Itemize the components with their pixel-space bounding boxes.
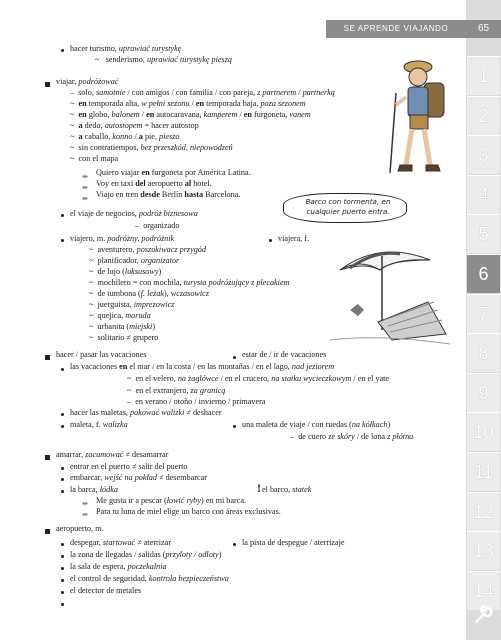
chapter-tab-8[interactable]: 8 — [467, 333, 500, 372]
chapter-tab-9[interactable]: 9 — [467, 373, 500, 412]
beach-illustration — [320, 240, 455, 350]
vocab-line: hacer las maletas, pakować walizki ≠ deshacer — [70, 408, 222, 417]
vocab-line: ~ con el mapa — [70, 154, 119, 163]
chapter-tab-14[interactable]: 14 — [467, 571, 500, 610]
proverb-text: Barco con tormenta, en cualquier puerto entra. — [305, 197, 391, 216]
bullet — [61, 425, 64, 428]
vocab-line: ~ urbanita (miejski) — [89, 322, 156, 331]
chapter-tab-10[interactable]: 10 — [467, 412, 500, 451]
vocab-line: estar de / ir de vacaciones — [242, 350, 327, 359]
bullet — [61, 49, 64, 52]
vocab-line: hacer turismo, uprawiać turystykę — [70, 44, 182, 53]
chapter-tab-12[interactable]: 12 — [467, 492, 500, 531]
bullet — [61, 567, 64, 570]
vocab-line: Para tu luna de miel elige un barco con áreas exclusivas. — [96, 507, 281, 516]
bullet — [61, 603, 64, 606]
vocab-line: hacer / pasar las vacaciones — [56, 350, 147, 359]
vocab-line: una maleta de viaje / con ruedas (na kółkach) — [242, 420, 391, 429]
vocab-line: el viaje de negocios, podróż biznesowa — [70, 209, 198, 218]
vocab-line: viajera, f. — [278, 234, 310, 243]
bullet — [61, 478, 64, 481]
vocab-line: viajero, m. podróżny, podróżnik — [70, 234, 175, 243]
vocab-line: ~ quejica, maruda — [89, 311, 151, 320]
wrench-icon — [472, 604, 494, 626]
section-marker — [45, 82, 50, 87]
vocab-line: – de cuero ze skóry / de lona z płótna — [290, 432, 414, 441]
bullet — [61, 490, 64, 493]
arrow-icon: ➨ — [82, 172, 89, 181]
vocab-line: ~ de lujo (luksusowy) — [89, 267, 162, 276]
hiker-illustration — [380, 53, 450, 188]
bullet — [61, 543, 64, 546]
vocab-line: ~ a caballo, konno / a pie, pieszo — [70, 132, 180, 141]
vocab-line: Voy en taxi del aeropuerto al hotel. — [96, 179, 212, 188]
chapter-tab-13[interactable]: 13 — [467, 531, 500, 570]
arrow-icon: ➨ — [82, 194, 89, 203]
vocab-line: ~ juerguista, imprezowicz — [89, 300, 175, 309]
vocab-line: el control de seguridad, kontrola bezpieczeństwa — [70, 574, 229, 583]
vocab-line: maleta, f. walizka — [70, 420, 128, 429]
vocab-line: – organizado — [135, 221, 180, 230]
vocab-line: las vacaciones en el mar / en la costa / en las montañas / en el lago, nad jeziorem — [70, 362, 335, 371]
vocab-line: despegar, startować ≠ aterrizar — [70, 538, 172, 547]
section-marker — [45, 529, 50, 534]
bullet — [269, 239, 272, 242]
bullet — [61, 555, 64, 558]
bullet — [61, 591, 64, 594]
chapter-tab-5[interactable]: 5 — [467, 214, 500, 253]
vocab-line: ~ de tumbona (f. leżak), wczasowicz — [89, 289, 209, 298]
section-marker — [45, 455, 50, 460]
vocab-line: la zona de llegadas / salidas (przyloty / odloty) — [70, 550, 222, 559]
vocab-line: el detector de metales — [70, 586, 142, 595]
arrow-icon: ➨ — [82, 499, 89, 508]
chapter-tab-2[interactable]: 2 — [467, 96, 500, 135]
vocab-line: ~ en el velero, na żaglówce / en el crucero, na statku wycieczkowym / en el yate — [127, 374, 390, 383]
vocab-line: Viajo en tren desde Berlín hasta Barcelona. — [96, 190, 241, 199]
bullet — [61, 368, 64, 371]
bullet — [233, 356, 236, 359]
vocab-line: la sala de espera, poczekalnia — [70, 562, 167, 571]
vocab-line: la pista de despegue / aterrizaje — [242, 538, 345, 547]
vocab-line: ~ sin contratiempos, bez przeszkód, niepowodzeń — [70, 143, 233, 152]
chapter-tab-1[interactable]: 1 — [467, 56, 500, 95]
bullet — [61, 214, 64, 217]
chapter-tab-4[interactable]: 4 — [467, 175, 500, 214]
vocab-line: ~ senderismo, uprawiać turystykę pieszą — [95, 55, 233, 64]
chapter-tab-6[interactable]: 6 — [467, 254, 500, 293]
chapter-tab-7[interactable]: 7 — [467, 294, 500, 333]
vocab-line: ~ solitario ≠ grupero — [89, 333, 159, 342]
bullet — [233, 425, 236, 428]
warning-icon: ! — [257, 481, 261, 495]
vocab-line: embarcar, wejść na pokład ≠ desembarcar — [70, 473, 207, 482]
arrow-icon: ➨ — [82, 510, 89, 519]
vocab-line: ~ planificador, organizator — [89, 256, 180, 265]
vocab-line: viajar, podróżować — [56, 77, 119, 86]
vocab-line: ~ a dedo, autostopem = hacer autostop — [70, 121, 199, 130]
section-marker — [45, 355, 50, 360]
arrow-icon: ➨ — [82, 183, 89, 192]
vocab-line: Quiero viajar en furgoneta por América Latina. — [96, 168, 251, 177]
vocab-line: ~ en el extranjero, za granicą — [127, 386, 226, 395]
bullet — [233, 543, 236, 546]
vocab-line: entrar en el puerto ≠ salir del puerto — [70, 462, 188, 471]
vocab-line: la barca, łódka — [70, 485, 118, 494]
bullet — [61, 467, 64, 470]
vocab-line: ~ en globo, balonem / en autocaravana, kamperem / en furgoneta, vanem — [70, 110, 311, 119]
section-title: SE APRENDE VIAJANDO — [343, 24, 449, 33]
vocab-line: – en verano / otoño / invierno / primavera — [127, 397, 266, 406]
vocab-line: ~ aventurero, poszukiwacz przygód — [89, 245, 206, 254]
vocab-line: – solo, samotnie / con amigos / con familia / con pareja, z partnerem / partnerką — [70, 88, 335, 97]
vocab-line: amarrar, zacumować ≠ desamarrar — [56, 450, 169, 459]
vocab-line: ~ en temporada alta, w pełni sezonu / en temporada baja, poza sezonem — [70, 99, 306, 108]
chapter-tab-11[interactable]: 11 — [467, 452, 500, 491]
vocab-line: Me gusta ir a pescar (łowić ryby) en mi barca. — [96, 496, 247, 505]
page-number: 65 — [466, 20, 501, 38]
vocab-line: aeropuerto, m. — [56, 524, 104, 533]
chapter-tab-3[interactable]: 3 — [467, 135, 500, 174]
vocab-line: el barco, statek — [262, 485, 312, 494]
bullet — [61, 239, 64, 242]
vocab-line: ~ mochilero = con mochila, turysta podróżujący z plecakiem — [89, 278, 290, 287]
bullet — [61, 413, 64, 416]
bullet — [61, 579, 64, 582]
